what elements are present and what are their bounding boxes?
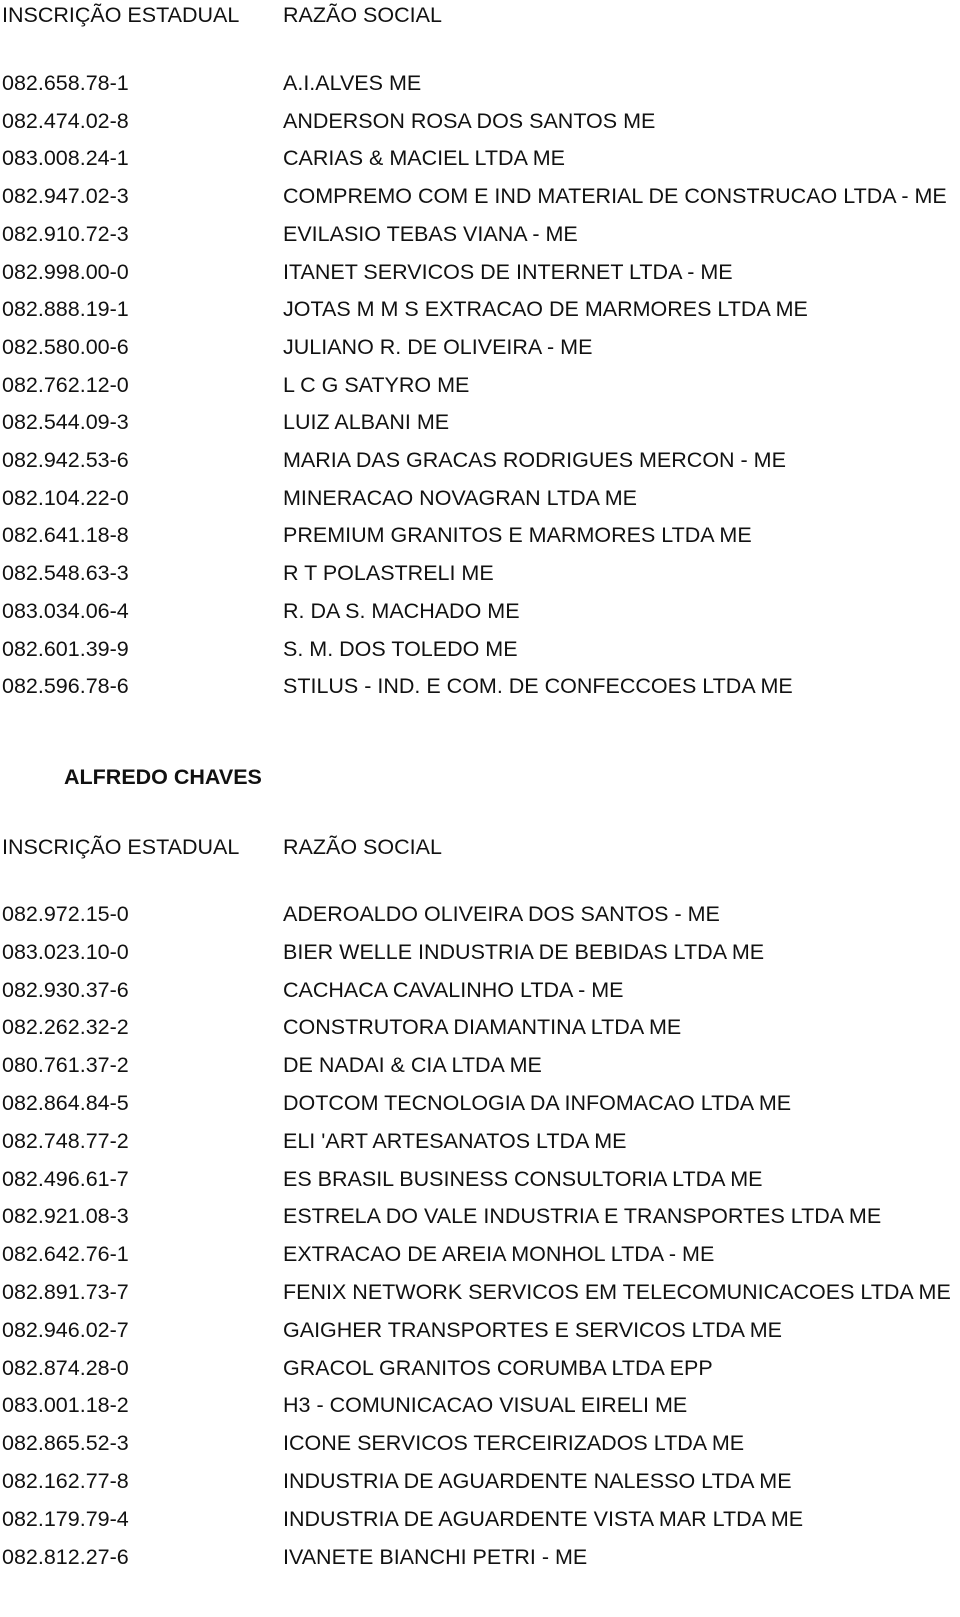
razao-cell: BIER WELLE INDUSTRIA DE BEBIDAS LTDA ME (283, 939, 765, 964)
table-row (0, 933, 960, 971)
table-row (0, 516, 960, 554)
ie-cell: 082.658.78-1 (2, 71, 129, 95)
ie-cell: 082.104.22-0 (2, 485, 129, 510)
ie-cell: 083.001.18-2 (2, 1393, 129, 1418)
ie-cell: 082.162.77-8 (2, 1469, 129, 1493)
ie-cell: 082.947.02-3 (2, 184, 129, 209)
razao-cell: INDUSTRIA DE AGUARDENTE NALESSO LTDA ME (283, 1469, 792, 1493)
razao-cell: FENIX NETWORK SERVICOS EM TELECOMUNICACOES LTDA ME (283, 1280, 951, 1304)
ie-cell: 082.596.78-6 (2, 674, 129, 699)
header-inscricao-estadual: INSCRIÇÃO ESTADUAL (2, 835, 240, 859)
ie-cell: 082.891.73-7 (2, 1280, 129, 1304)
razao-cell: MINERACAO NOVAGRAN LTDA ME (283, 485, 638, 510)
razao-cell: ES BRASIL BUSINESS CONSULTORIA LTDA ME (283, 1166, 763, 1191)
razao-cell: LUIZ ALBANI ME (283, 410, 450, 435)
section-title-alfredo-chaves: ALFREDO CHAVES (64, 765, 262, 789)
table-row (0, 366, 960, 404)
razao-cell: R. DA S. MACHADO ME (283, 598, 520, 623)
table-row (0, 1046, 960, 1084)
table-row (0, 139, 960, 177)
razao-cell: COMPREMO COM E IND MATERIAL DE CONSTRUCAO LTDA - ME (283, 184, 947, 209)
razao-cell: DE NADAI & CIA LTDA ME (283, 1053, 542, 1078)
razao-cell: PREMIUM GRANITOS E MARMORES LTDA ME (283, 523, 752, 548)
ie-cell: 082.548.63-3 (2, 561, 129, 586)
table-row (0, 441, 960, 479)
ie-cell: 082.812.27-6 (2, 1544, 129, 1569)
razao-cell: ADEROALDO OLIVEIRA DOS SANTOS - ME (283, 902, 720, 926)
table-row (0, 253, 960, 291)
razao-cell: L C G SATYRO ME (283, 372, 470, 397)
ie-cell: 082.641.18-8 (2, 523, 129, 548)
ie-cell: 082.874.28-0 (2, 1355, 129, 1380)
ie-cell: 082.910.72-3 (2, 221, 129, 246)
razao-cell: S. M. DOS TOLEDO ME (283, 636, 518, 661)
ie-cell: 082.888.19-1 (2, 297, 129, 322)
razao-cell: EXTRACAO DE AREIA MONHOL LTDA - ME (283, 1242, 715, 1267)
table-row (0, 592, 960, 630)
razao-cell: JOTAS M M S EXTRACAO DE MARMORES LTDA ME (283, 297, 808, 322)
ie-cell: 082.474.02-8 (2, 108, 129, 133)
ie-cell: 082.496.61-7 (2, 1166, 129, 1191)
ie-cell: 082.865.52-3 (2, 1431, 129, 1456)
razao-cell: ICONE SERVICOS TERCEIRIZADOS LTDA ME (283, 1431, 745, 1456)
header-razao-social: RAZÃO SOCIAL (283, 835, 442, 859)
table-row (0, 1311, 960, 1349)
ie-cell: 082.544.09-3 (2, 410, 129, 435)
ie-cell: 082.580.00-6 (2, 334, 129, 359)
ie-cell: 082.921.08-3 (2, 1204, 129, 1229)
ie-cell: 083.034.06-4 (2, 598, 129, 623)
razao-cell: CARIAS & MACIEL LTDA ME (283, 146, 565, 171)
table-header (0, 0, 960, 34)
razao-cell: R T POLASTRELI ME (283, 561, 494, 586)
table-row (0, 102, 960, 140)
table-row (0, 1197, 960, 1235)
razao-cell: GAIGHER TRANSPORTES E SERVICOS LTDA ME (283, 1317, 783, 1342)
razao-cell: DOTCOM TECNOLOGIA DA INFOMACAO LTDA ME (283, 1091, 792, 1115)
table-row (0, 1349, 960, 1387)
ie-cell: 082.748.77-2 (2, 1128, 129, 1153)
table-row (0, 1160, 960, 1198)
table-row (0, 479, 960, 517)
razao-cell: MARIA DAS GRACAS RODRIGUES MERCON - ME (283, 448, 786, 472)
table-row (0, 1273, 960, 1311)
table-row (0, 1424, 960, 1462)
ie-cell: 082.262.32-2 (2, 1015, 129, 1040)
table-row (0, 971, 960, 1009)
table-row (0, 1538, 960, 1576)
ie-cell: 083.008.24-1 (2, 146, 129, 171)
header-razao-social: RAZÃO SOCIAL (283, 3, 442, 27)
ie-cell: 082.864.84-5 (2, 1091, 129, 1115)
table-row (0, 290, 960, 328)
table-row (0, 667, 960, 705)
ie-cell: 082.762.12-0 (2, 372, 129, 397)
header-inscricao-estadual: INSCRIÇÃO ESTADUAL (2, 3, 240, 27)
razao-cell: STILUS - IND. E COM. DE CONFECCOES LTDA ME (283, 674, 793, 699)
razao-cell: ELI 'ART ARTESANATOS LTDA ME (283, 1128, 627, 1153)
ie-cell: 080.761.37-2 (2, 1053, 129, 1078)
razao-cell: CACHACA CAVALINHO LTDA - ME (283, 977, 624, 1002)
table-row (0, 1008, 960, 1046)
table-row (0, 1235, 960, 1273)
table-row (0, 1122, 960, 1160)
razao-cell: JULIANO R. DE OLIVEIRA - ME (283, 334, 593, 359)
razao-cell: ESTRELA DO VALE INDUSTRIA E TRANSPORTES LTDA ME (283, 1204, 882, 1229)
table-row (0, 64, 960, 102)
table-row (0, 554, 960, 592)
ie-cell: 082.601.39-9 (2, 636, 129, 661)
table-row (0, 328, 960, 366)
ie-cell: 082.972.15-0 (2, 902, 129, 926)
ie-cell: 083.023.10-0 (2, 939, 129, 964)
razao-cell: GRACOL GRANITOS CORUMBA LTDA EPP (283, 1355, 713, 1380)
ie-cell: 082.179.79-4 (2, 1506, 129, 1531)
razao-cell: ITANET SERVICOS DE INTERNET LTDA - ME (283, 259, 733, 284)
ie-cell: 082.942.53-6 (2, 448, 129, 472)
ie-cell: 082.998.00-0 (2, 259, 129, 284)
ie-cell: 082.946.02-7 (2, 1317, 129, 1342)
table-row (0, 177, 960, 215)
razao-cell: ANDERSON ROSA DOS SANTOS ME (283, 108, 656, 133)
razao-cell: H3 - COMUNICACAO VISUAL EIRELI ME (283, 1393, 688, 1418)
razao-cell: EVILASIO TEBAS VIANA - ME (283, 221, 578, 246)
ie-cell: 082.930.37-6 (2, 977, 129, 1002)
razao-cell: IVANETE BIANCHI PETRI - ME (283, 1544, 588, 1569)
table-row (0, 895, 960, 933)
table-row (0, 1386, 960, 1424)
table-row (0, 215, 960, 253)
razao-cell: INDUSTRIA DE AGUARDENTE VISTA MAR LTDA ME (283, 1506, 804, 1531)
ie-cell: 082.642.76-1 (2, 1242, 129, 1267)
table-header (0, 828, 960, 866)
table-row (0, 630, 960, 668)
table-row (0, 1084, 960, 1122)
table-row (0, 1500, 960, 1538)
table-row (0, 403, 960, 441)
table-row (0, 1462, 960, 1500)
razao-cell: CONSTRUTORA DIAMANTINA LTDA ME (283, 1015, 682, 1040)
razao-cell: A.I.ALVES ME (283, 71, 422, 95)
